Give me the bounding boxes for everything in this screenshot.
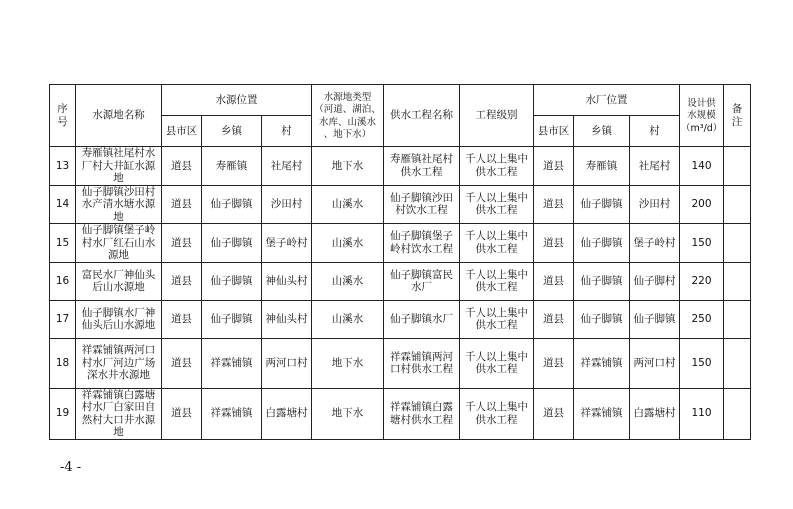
header-remarks: 备 注 (724, 85, 751, 147)
county-cell: 道县 (162, 338, 202, 388)
header-plant-town: 乡镇 (574, 116, 630, 147)
project-level-cell: 千人以上集中供水工程 (460, 262, 534, 300)
design-scale-cell: 150 (680, 224, 724, 263)
header-plant-location: 水厂位置 (534, 85, 680, 116)
header-plant-village: 村 (630, 116, 680, 147)
county-cell: 道县 (162, 300, 202, 338)
header-village: 村 (262, 116, 312, 147)
header-design-scale: 设计供 水规模 （m³/d） (680, 85, 724, 147)
source-type-cell: 山溪水 (312, 300, 384, 338)
seq-cell: 18 (50, 338, 76, 388)
header-town: 乡镇 (202, 116, 262, 147)
header-source-location: 水源位置 (162, 85, 312, 116)
project-name-cell: 寿雁镇社尾村供水工程 (384, 147, 460, 186)
source-name-cell: 仙子脚镇堡子岭村水厂红石山水源地 (76, 224, 162, 263)
remarks-cell (724, 300, 751, 338)
plant-village-cell: 仙子脚镇 (630, 300, 680, 338)
seq-cell: 14 (50, 185, 76, 224)
header-source-type: 水源地类型 （河道、湖泊、 水库、山溪水 、地下水） (312, 85, 384, 147)
remarks-cell (724, 185, 751, 224)
village-cell: 神仙头村 (262, 262, 312, 300)
town-cell: 仙子脚镇 (202, 224, 262, 263)
design-scale-cell: 220 (680, 262, 724, 300)
plant-town-cell: 祥霖铺镇 (574, 388, 630, 439)
source-name-cell: 仙子脚镇沙田村水产清水塘水源地 (76, 185, 162, 224)
source-name-cell: 富民水厂神仙头后山水源地 (76, 262, 162, 300)
county-cell: 道县 (162, 147, 202, 186)
table-row (50, 147, 751, 186)
county-cell: 道县 (162, 185, 202, 224)
remarks-cell (724, 262, 751, 300)
design-scale-cell: 250 (680, 300, 724, 338)
plant-town-cell: 仙子脚镇 (574, 300, 630, 338)
seq-cell: 16 (50, 262, 76, 300)
source-type-cell: 地下水 (312, 388, 384, 439)
header-project-level: 工程级别 (460, 85, 534, 147)
plant-village-cell: 仙子脚村 (630, 262, 680, 300)
town-cell: 仙子脚镇 (202, 262, 262, 300)
header-seq: 序 号 (50, 85, 76, 147)
county-cell: 道县 (162, 262, 202, 300)
village-cell: 沙田村 (262, 185, 312, 224)
plant-county-cell: 道县 (534, 388, 574, 439)
project-name-cell: 祥霖铺镇两河口村供水工程 (384, 338, 460, 388)
table-body (50, 147, 751, 440)
plant-town-cell: 祥霖铺镇 (574, 338, 630, 388)
design-scale-cell: 110 (680, 388, 724, 439)
seq-cell: 13 (50, 147, 76, 186)
header-plant-county: 县市区 (534, 116, 574, 147)
remarks-cell (724, 388, 751, 439)
design-scale-cell: 200 (680, 185, 724, 224)
page-number: -4 - (60, 460, 82, 475)
town-cell: 祥霖铺镇 (202, 388, 262, 439)
plant-county-cell: 道县 (534, 262, 574, 300)
table-row (50, 300, 751, 338)
plant-village-cell: 堡子岭村 (630, 224, 680, 263)
plant-village-cell: 两河口村 (630, 338, 680, 388)
project-name-cell: 仙子脚镇堡子岭村饮水工程 (384, 224, 460, 263)
village-cell: 堡子岭村 (262, 224, 312, 263)
remarks-cell (724, 147, 751, 186)
remarks-cell (724, 338, 751, 388)
town-cell: 仙子脚镇 (202, 300, 262, 338)
plant-county-cell: 道县 (534, 185, 574, 224)
source-type-cell: 山溪水 (312, 185, 384, 224)
water-source-table (49, 84, 751, 440)
source-type-cell: 山溪水 (312, 262, 384, 300)
header-project-name: 供水工程名称 (384, 85, 460, 147)
header-source-name: 水源地名称 (76, 85, 162, 147)
plant-village-cell: 社尾村 (630, 147, 680, 186)
plant-village-cell: 白露塘村 (630, 388, 680, 439)
source-name-cell: 祥霖铺镇两河口村水厂河边广场深水井水源地 (76, 338, 162, 388)
table-row (50, 185, 751, 224)
village-cell: 两河口村 (262, 338, 312, 388)
table-row (50, 388, 751, 439)
plant-county-cell: 道县 (534, 338, 574, 388)
town-cell: 仙子脚镇 (202, 185, 262, 224)
plant-village-cell: 沙田村 (630, 185, 680, 224)
project-level-cell: 千人以上集中供水工程 (460, 185, 534, 224)
village-cell: 白露塘村 (262, 388, 312, 439)
header-county: 县市区 (162, 116, 202, 147)
source-type-cell: 地下水 (312, 338, 384, 388)
plant-town-cell: 仙子脚镇 (574, 224, 630, 263)
project-name-cell: 仙子脚镇富民水厂 (384, 262, 460, 300)
seq-cell: 19 (50, 388, 76, 439)
table-row (50, 262, 751, 300)
project-level-cell: 千人以上集中供水工程 (460, 224, 534, 263)
town-cell: 寿雁镇 (202, 147, 262, 186)
project-level-cell: 千人以上集中供水工程 (460, 338, 534, 388)
project-level-cell: 千人以上集中供水工程 (460, 147, 534, 186)
plant-county-cell: 道县 (534, 147, 574, 186)
source-name-cell: 寿雁镇社尾村水厂村大井缸水源地 (76, 147, 162, 186)
town-cell: 祥霖铺镇 (202, 338, 262, 388)
remarks-cell (724, 224, 751, 263)
project-name-cell: 祥霖铺镇白露塘村供水工程 (384, 388, 460, 439)
design-scale-cell: 150 (680, 338, 724, 388)
source-name-cell: 祥霖铺镇白露塘村水厂白家田自然村大口井水源地 (76, 388, 162, 439)
project-name-cell: 仙子脚镇水厂 (384, 300, 460, 338)
seq-cell: 15 (50, 224, 76, 263)
project-level-cell: 千人以上集中供水工程 (460, 388, 534, 439)
design-scale-cell: 140 (680, 147, 724, 186)
county-cell: 道县 (162, 388, 202, 439)
table-row (50, 224, 751, 263)
source-name-cell: 仙子脚镇水厂神仙头后山水源地 (76, 300, 162, 338)
project-level-cell: 千人以上集中供水工程 (460, 300, 534, 338)
source-type-cell: 地下水 (312, 147, 384, 186)
plant-town-cell: 仙子脚镇 (574, 262, 630, 300)
plant-town-cell: 寿雁镇 (574, 147, 630, 186)
table-row (50, 338, 751, 388)
seq-cell: 17 (50, 300, 76, 338)
village-cell: 社尾村 (262, 147, 312, 186)
project-name-cell: 仙子脚镇沙田村饮水工程 (384, 185, 460, 224)
source-type-cell: 山溪水 (312, 224, 384, 263)
county-cell: 道县 (162, 224, 202, 263)
plant-town-cell: 仙子脚镇 (574, 185, 630, 224)
village-cell: 神仙头村 (262, 300, 312, 338)
plant-county-cell: 道县 (534, 224, 574, 263)
plant-county-cell: 道县 (534, 300, 574, 338)
